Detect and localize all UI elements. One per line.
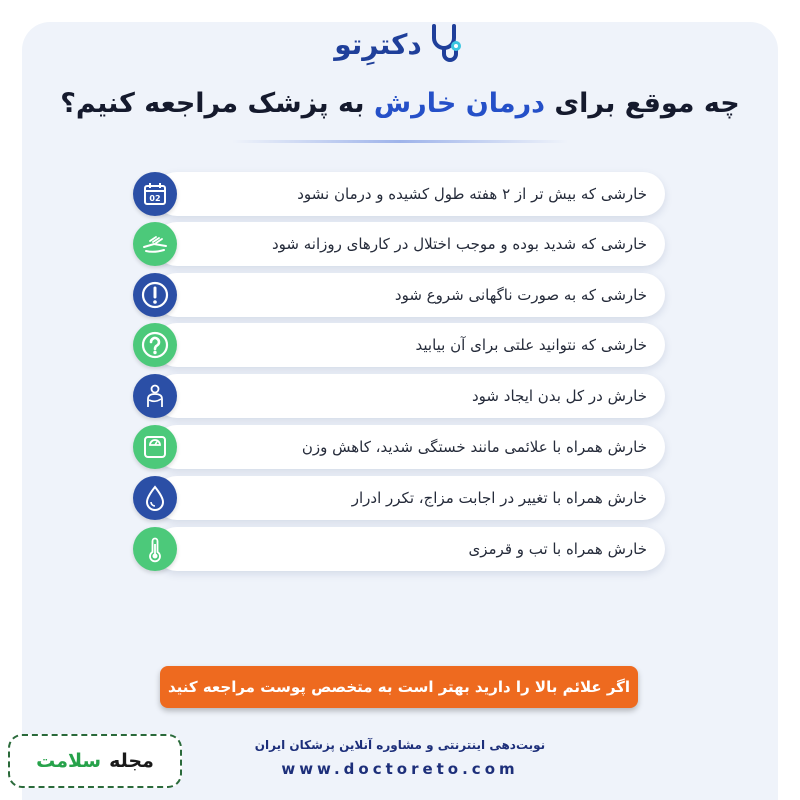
title-divider [232,140,568,143]
list-item [133,273,665,317]
list-item-text: خارشی که بیش تر از ۲ هفته طول کشیده و درمان نشود [155,172,665,216]
list-item [133,222,665,266]
calendar-icon-label: 02 [149,194,161,203]
list-item [133,527,665,571]
water-drop-icon [133,476,177,520]
weight-scale-icon [133,425,177,469]
exclamation-icon [133,273,177,317]
list-item [133,374,665,418]
magazine-badge [8,734,182,788]
list-item-text: خارش در کل بدن ایجاد شود [155,374,665,418]
list-item [133,476,665,520]
scratching-hand-icon [133,222,177,266]
title-highlight: درمان خارش [373,88,546,119]
list-item [133,172,665,216]
list-item-text: خارش همراه با علائمی مانند خستگی شدید، کاهش وزن [155,425,665,469]
stethoscope-icon [426,22,466,66]
question-icon [133,323,177,367]
title-after: به پزشک مراجعه کنیم؟ [60,88,374,119]
cta-banner: اگر علائم بالا را دارید بهتر است به متخصص پوست مراجعه کنید [160,666,638,708]
thermometer-icon [133,527,177,571]
logo-text: دکترِتو [334,27,422,61]
body-scratch-icon [133,374,177,418]
list-item [133,323,665,367]
title-before: چه موقع برای [545,88,740,119]
logo [0,22,800,66]
calendar-icon [133,172,177,216]
list-item [133,425,665,469]
list-item-text: خارش همراه با تب و قرمزی [155,527,665,571]
list-item-text: خارشی که شدید بوده و موجب اختلال در کارهای روزانه شود [155,222,665,266]
page-title [0,88,800,119]
badge-part1: مجله [109,750,154,772]
list-item-text: خارش همراه با تغییر در اجابت مزاج، تکرر ادرار [155,476,665,520]
badge-part2: سلامت [36,750,102,772]
list-item-text: خارشی که نتوانید علتی برای آن بیابید [155,323,665,367]
list-item-text: خارشی که به صورت ناگهانی شروع شود [155,273,665,317]
footer-tagline: نوبت‌دهی اینترنتی و مشاوره آنلاین پزشکان ایران [254,738,546,752]
footer-url[interactable]: www.doctoreto.com [281,760,519,778]
